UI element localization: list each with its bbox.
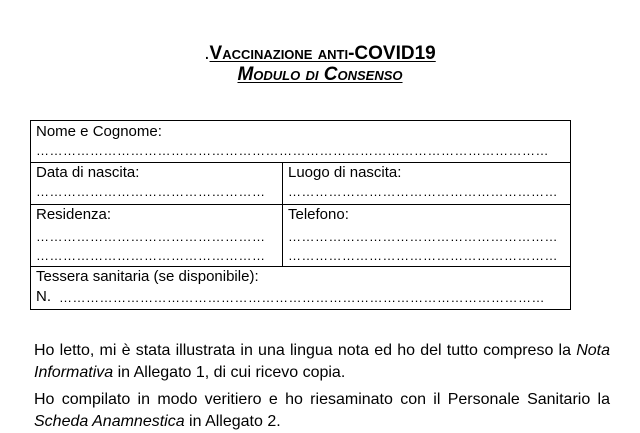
paragraph-anamnestica: [34, 389, 610, 433]
phone-cell[interactable]: [282, 204, 571, 266]
residence-row: [31, 204, 570, 267]
residence-label: Residenza:: [36, 206, 112, 223]
birth-date-cell[interactable]: [31, 162, 282, 204]
birth-row: [31, 162, 570, 205]
card-cell[interactable]: [31, 266, 570, 310]
phone-label: Telefono:: [288, 206, 349, 223]
name-row: [31, 121, 570, 163]
phone-field-1[interactable]: ……………………………………………………: [288, 229, 558, 244]
name-cell[interactable]: [31, 121, 570, 162]
residence-field-1[interactable]: ……………………………………………: [36, 229, 266, 244]
birth-place-cell[interactable]: [282, 162, 571, 204]
name-field[interactable]: ……………………………………………………………………………………………………: [36, 143, 549, 158]
card-number-field[interactable]: ………………………………………………………………………………………………: [59, 290, 545, 305]
birth-place-field[interactable]: ……………………………………………………: [288, 184, 558, 199]
paragraph-informativa: [34, 340, 610, 384]
birth-date-label: Data di nascita:: [36, 164, 140, 181]
birth-date-field[interactable]: ……………………………………………: [36, 184, 266, 199]
scheda-anamnestica-ref: Scheda Anamnestica: [34, 413, 185, 430]
document-subtitle: Modulo di Consenso: [237, 64, 403, 85]
name-label: Nome e Cognome:: [36, 123, 162, 140]
residence-cell[interactable]: [31, 204, 282, 266]
personal-data-form: [30, 120, 571, 310]
title-line-1: [0, 43, 640, 65]
card-row: [31, 266, 570, 310]
nota-informativa-ref: Nota Informativa: [34, 342, 610, 381]
p2-text-c: in Allegato 2.: [184, 413, 281, 430]
title-line-2: [0, 64, 640, 86]
p1-text-c: in Allegato 1, di cui ricevo copia.: [113, 364, 346, 381]
residence-field-2[interactable]: ……………………………………………: [36, 248, 266, 263]
phone-field-2[interactable]: ……………………………………………………: [288, 248, 558, 263]
card-label: Tessera sanitaria (se disponibile):: [36, 268, 259, 285]
p1-text-a: Ho letto, mi è stata illustrata in una lingua nota ed ho del tutto compreso la: [34, 342, 577, 359]
p2-text-a: Ho compilato in modo veritiero e ho riesaminato con il Personale Sanitario la: [34, 391, 610, 408]
birth-place-label: Luogo di nascita:: [288, 164, 402, 181]
card-number-prefix: N.: [36, 288, 51, 305]
title-prefix: .: [204, 43, 210, 64]
document-title: Vaccinazione anti-COVID19: [209, 43, 436, 64]
